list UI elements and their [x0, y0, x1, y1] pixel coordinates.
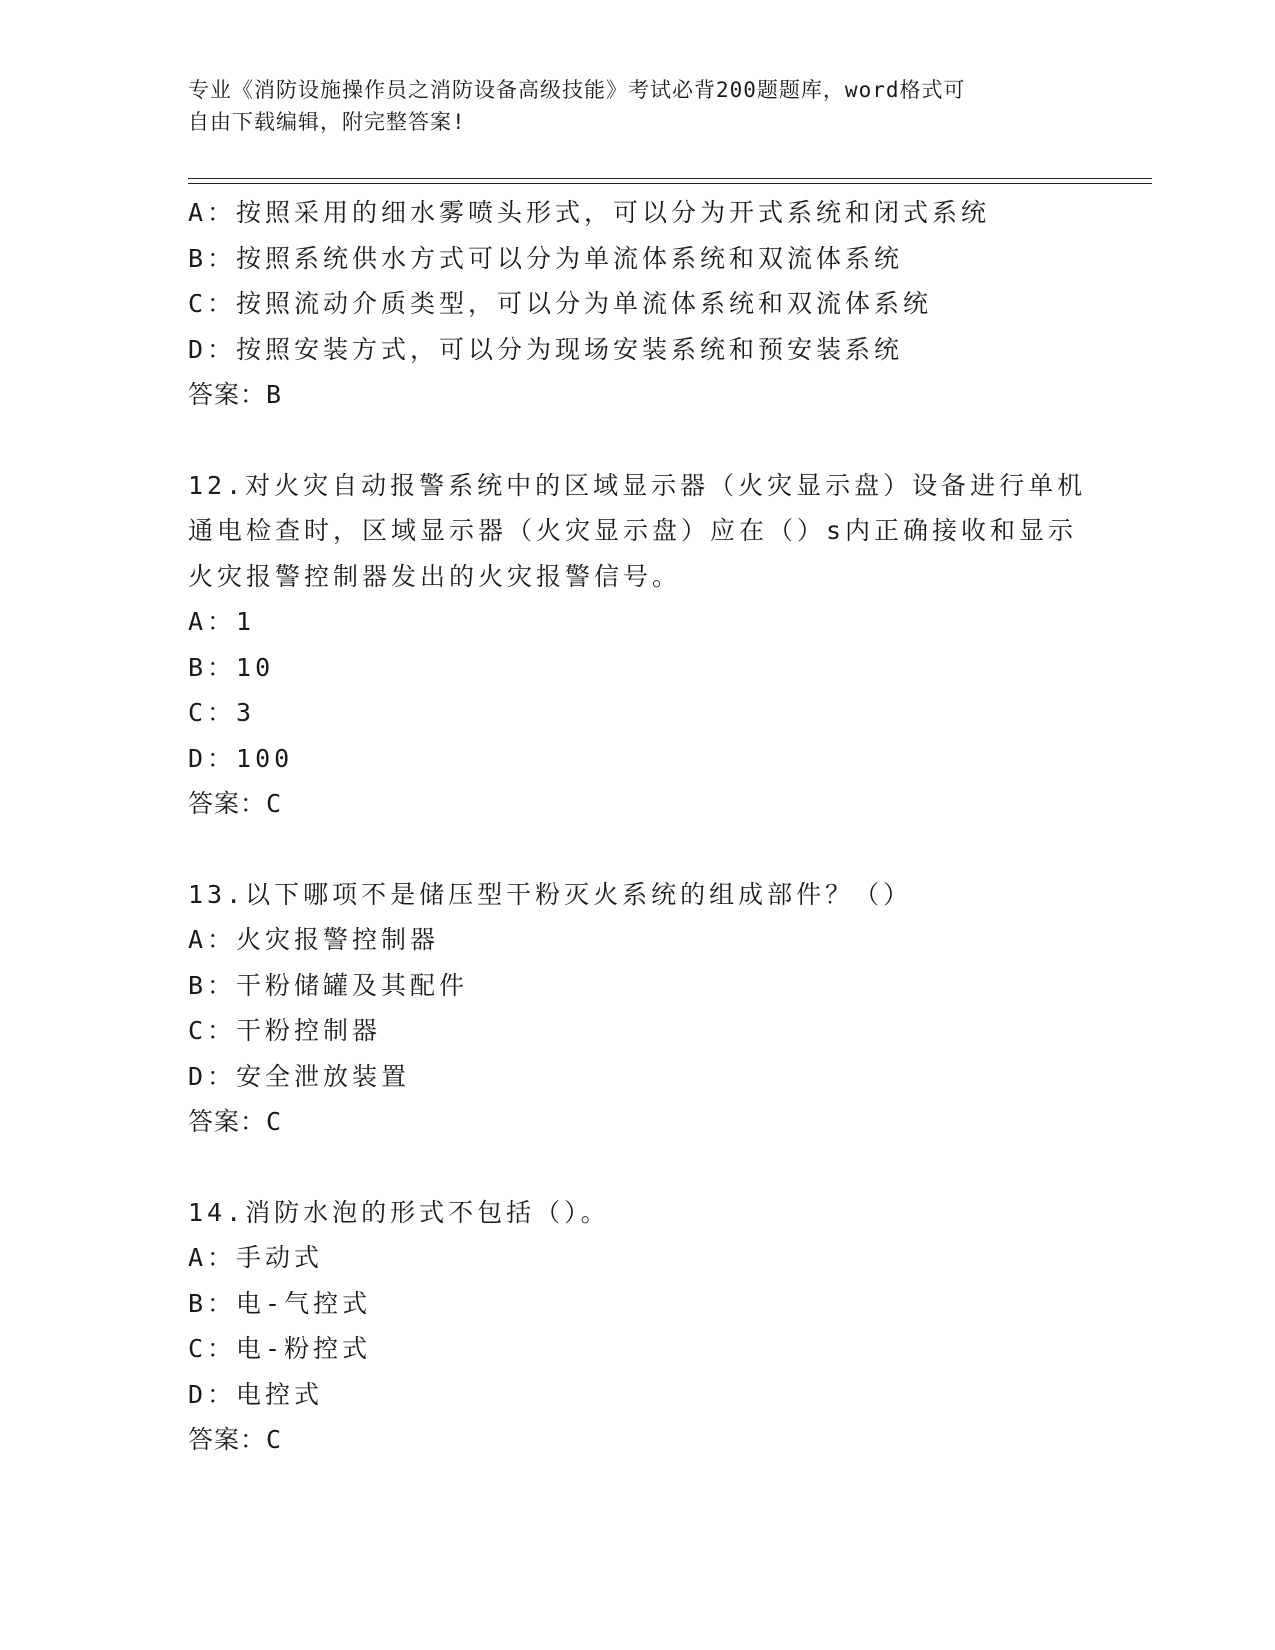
header-line-2: 自由下载编辑，附完整答案! — [188, 110, 466, 134]
question-stem-line-3: 火灾报警控制器发出的火灾报警信号。 — [188, 561, 682, 591]
question-13 — [188, 872, 1128, 1145]
question-12 — [188, 463, 1128, 827]
question-11 — [188, 190, 1128, 418]
question-stem-line-2: 通电检查时，区域显示器（火灾显示盘）应在（）s内正确接收和显示 — [188, 516, 1078, 545]
option-a: A：火灾报警控制器 — [188, 925, 440, 954]
question-stem-line-1: 13.以下哪项不是储压型干粉灭火系统的组成部件？（） — [188, 879, 913, 909]
option-b: B：干粉储罐及其配件 — [188, 970, 469, 1000]
answer: 答案：B — [188, 380, 283, 409]
question-stem-line-1: 12.对火灾自动报警系统中的区域显示器（火灾显示盘）设备进行单机 — [188, 470, 1087, 500]
option-c: C：电-粉控式 — [188, 1334, 372, 1363]
option-c: C：按照流动介质类型，可以分为单流体系统和双流体系统 — [188, 289, 933, 318]
document-header — [188, 74, 1088, 138]
option-d: D：安全泄放装置 — [188, 1061, 411, 1091]
question-stem-line-1: 14.消防水泡的形式不包括（）。 — [188, 1197, 610, 1227]
option-b: B：电-气控式 — [188, 1288, 372, 1318]
question-14 — [188, 1190, 1128, 1463]
answer: 答案：C — [188, 1107, 283, 1136]
answer: 答案：C — [188, 1425, 283, 1454]
option-a: A：按照采用的细水雾喷头形式，可以分为开式系统和闭式系统 — [188, 198, 991, 227]
option-b: B：按照系统供水方式可以分为单流体系统和双流体系统 — [188, 243, 904, 273]
option-c: C：干粉控制器 — [188, 1016, 382, 1045]
option-d: D：按照安装方式，可以分为现场安装系统和预安装系统 — [188, 334, 904, 364]
question-list — [188, 190, 1128, 1463]
answer: 答案：C — [188, 789, 283, 818]
header-divider-bottom — [188, 183, 1152, 184]
option-d: D：100 — [188, 743, 294, 773]
option-a: A：手动式 — [188, 1243, 324, 1272]
header-divider-top — [188, 178, 1152, 179]
option-c: C：3 — [188, 698, 256, 727]
option-d: D：电控式 — [188, 1379, 324, 1409]
header-line-1: 专业《消防设施操作员之消防设备高级技能》考试必背200题题库，word格式可 — [188, 78, 966, 102]
option-b: B：10 — [188, 652, 275, 682]
option-a: A：1 — [188, 607, 256, 636]
